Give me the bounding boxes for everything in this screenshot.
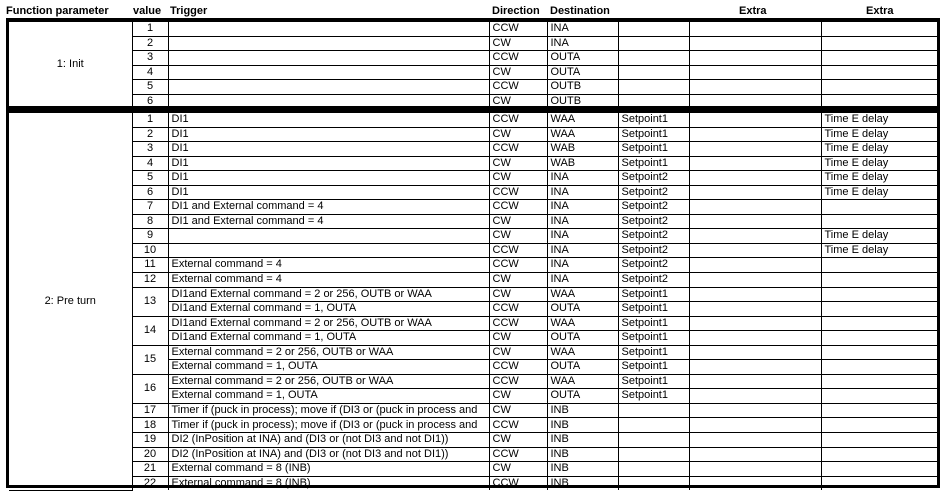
extra-cell	[821, 389, 938, 404]
setpoint-cell	[618, 22, 689, 37]
table-row	[9, 22, 938, 37]
value-cell: 21	[132, 462, 168, 477]
header-function-parameter: Function parameter	[6, 5, 109, 17]
table-row	[9, 316, 938, 331]
table-row	[9, 214, 938, 229]
value-cell: 20	[132, 447, 168, 462]
setpoint-cell	[618, 418, 689, 433]
extra-cell	[689, 142, 821, 157]
trigger-cell: DI2 (InPosition at INA) and (DI3 or (not DI3 and not DI1))	[168, 447, 489, 462]
table-row	[9, 345, 938, 360]
setpoint-cell: Setpoint1	[618, 302, 689, 317]
destination-cell: WAB	[547, 142, 618, 157]
setpoint-cell: Setpoint1	[618, 156, 689, 171]
extra-cell	[689, 287, 821, 302]
destination-cell: INB	[547, 403, 618, 418]
trigger-cell: DI1and External command = 2 or 256, OUTB or WAA	[168, 287, 489, 302]
value-cell: 18	[132, 418, 168, 433]
direction-cell: CCW	[489, 200, 547, 215]
value-cell: 11	[132, 258, 168, 273]
trigger-cell: DI1 and External command = 4	[168, 214, 489, 229]
direction-cell: CCW	[489, 142, 547, 157]
trigger-cell: External command = 4	[168, 273, 489, 288]
destination-cell: INA	[547, 258, 618, 273]
destination-cell: INA	[547, 36, 618, 51]
header-value: value	[133, 5, 162, 17]
trigger-cell: DI1	[168, 171, 489, 186]
destination-cell: INA	[547, 185, 618, 200]
destination-cell: INB	[547, 418, 618, 433]
trigger-cell: External command = 4	[168, 258, 489, 273]
setpoint-cell: Setpoint1	[618, 142, 689, 157]
extra-cell	[689, 156, 821, 171]
extra-cell	[689, 22, 821, 37]
value-cell: 2	[132, 127, 168, 142]
table-row	[9, 374, 938, 389]
setpoint-cell: Setpoint1	[618, 287, 689, 302]
direction-cell: CW	[489, 94, 547, 108]
extra-cell	[821, 403, 938, 418]
extra-cell	[689, 302, 821, 317]
extra-cell	[821, 433, 938, 448]
setpoint-cell	[618, 433, 689, 448]
value-cell: 5	[132, 171, 168, 186]
value-cell: 4	[132, 65, 168, 80]
function-parameter-label: 1: Init	[9, 22, 132, 109]
direction-cell: CW	[489, 171, 547, 186]
extra-cell	[821, 22, 938, 37]
extra-cell	[689, 94, 821, 108]
direction-cell: CW	[489, 214, 547, 229]
extra-cell	[689, 243, 821, 258]
trigger-cell: Timer if (puck in process); move if (DI3 or (puck in process and	[168, 403, 489, 418]
value-cell: 1	[132, 22, 168, 37]
setpoint-cell: Setpoint1	[618, 360, 689, 375]
destination-cell: WAA	[547, 113, 618, 128]
table-row	[9, 418, 938, 433]
setpoint-cell: Setpoint2	[618, 243, 689, 258]
table-row	[9, 80, 938, 95]
extra-cell	[689, 447, 821, 462]
table-row	[9, 287, 938, 302]
setpoint-cell: Setpoint1	[618, 127, 689, 142]
trigger-cell	[168, 94, 489, 108]
direction-cell: CW	[489, 403, 547, 418]
direction-cell: CCW	[489, 22, 547, 37]
table-row	[9, 51, 938, 66]
extra-cell	[821, 374, 938, 389]
direction-cell: CW	[489, 287, 547, 302]
extra-cell	[821, 418, 938, 433]
setpoint-cell	[618, 447, 689, 462]
extra-cell	[689, 389, 821, 404]
table-row	[9, 171, 938, 186]
direction-cell: CW	[489, 229, 547, 244]
header-direction: Direction	[492, 5, 540, 17]
destination-cell: INA	[547, 200, 618, 215]
value-cell: 10	[132, 243, 168, 258]
destination-cell: INA	[547, 22, 618, 37]
extra-cell	[689, 316, 821, 331]
setpoint-cell	[618, 94, 689, 108]
destination-cell: INA	[547, 243, 618, 258]
destination-cell: OUTB	[547, 80, 618, 95]
direction-cell: CCW	[489, 80, 547, 95]
extra-cell	[689, 360, 821, 375]
destination-cell: OUTA	[547, 389, 618, 404]
setpoint-cell	[618, 403, 689, 418]
table-row	[9, 258, 938, 273]
trigger-cell: External command = 1, OUTA	[168, 389, 489, 404]
direction-cell: CCW	[489, 374, 547, 389]
trigger-cell: DI2 (InPosition at INA) and (DI3 or (not DI3 and not DI1))	[168, 433, 489, 448]
header-trigger: Trigger	[170, 5, 208, 17]
setpoint-cell: Setpoint2	[618, 273, 689, 288]
extra-cell	[821, 80, 938, 95]
trigger-cell: DI1	[168, 185, 489, 200]
extra-cell	[689, 229, 821, 244]
value-cell: 9	[132, 229, 168, 244]
direction-cell: CW	[489, 389, 547, 404]
extra-cell	[689, 476, 821, 490]
destination-cell: INA	[547, 273, 618, 288]
value-cell: 16	[132, 374, 168, 403]
destination-cell: INB	[547, 433, 618, 448]
extra-cell	[821, 51, 938, 66]
extra-cell	[821, 462, 938, 477]
value-cell: 7	[132, 200, 168, 215]
extra-cell	[821, 331, 938, 346]
setpoint-cell	[618, 476, 689, 490]
table-row	[9, 243, 938, 258]
destination-cell: OUTA	[547, 302, 618, 317]
trigger-cell	[168, 51, 489, 66]
destination-cell: WAA	[547, 374, 618, 389]
extra-cell: Time E delay	[821, 243, 938, 258]
trigger-cell: DI1 and External command = 4	[168, 200, 489, 215]
extra-cell	[689, 214, 821, 229]
header-extra-1: Extra	[739, 5, 767, 17]
table-row	[9, 113, 938, 128]
direction-cell: CCW	[489, 113, 547, 128]
setpoint-cell: Setpoint1	[618, 331, 689, 346]
extra-cell	[689, 65, 821, 80]
destination-cell: INB	[547, 447, 618, 462]
trigger-cell	[168, 229, 489, 244]
table-row	[9, 142, 938, 157]
trigger-cell: DI1	[168, 156, 489, 171]
group-pre-turn	[6, 109, 940, 488]
setpoint-cell: Setpoint1	[618, 113, 689, 128]
destination-cell: INA	[547, 229, 618, 244]
extra-cell	[689, 171, 821, 186]
value-cell: 15	[132, 345, 168, 374]
value-cell: 19	[132, 433, 168, 448]
pre-turn-table	[9, 112, 938, 491]
direction-cell: CW	[489, 331, 547, 346]
trigger-cell: DI1	[168, 142, 489, 157]
value-cell: 12	[132, 273, 168, 288]
destination-cell: OUTA	[547, 51, 618, 66]
trigger-cell: DI1	[168, 127, 489, 142]
direction-cell: CCW	[489, 476, 547, 490]
direction-cell: CW	[489, 462, 547, 477]
extra-cell	[689, 200, 821, 215]
extra-cell	[689, 418, 821, 433]
extra-cell	[689, 80, 821, 95]
extra-cell	[689, 345, 821, 360]
destination-cell: INA	[547, 214, 618, 229]
setpoint-cell: Setpoint2	[618, 214, 689, 229]
value-cell: 22	[132, 476, 168, 490]
trigger-cell: DI1and External command = 1, OUTA	[168, 302, 489, 317]
value-cell: 1	[132, 113, 168, 128]
extra-cell: Time E delay	[821, 185, 938, 200]
extra-cell	[689, 51, 821, 66]
value-cell: 2	[132, 36, 168, 51]
table-row	[9, 94, 938, 108]
destination-cell: OUTA	[547, 331, 618, 346]
table-row	[9, 156, 938, 171]
extra-cell	[689, 462, 821, 477]
destination-cell: INB	[547, 462, 618, 477]
trigger-cell: External command = 2 or 256, OUTB or WAA	[168, 374, 489, 389]
extra-cell	[821, 65, 938, 80]
table-row	[9, 447, 938, 462]
extra-cell	[821, 273, 938, 288]
extra-cell	[689, 273, 821, 288]
table-row	[9, 462, 938, 477]
value-cell: 5	[132, 80, 168, 95]
destination-cell: WAA	[547, 316, 618, 331]
table-row	[9, 273, 938, 288]
direction-cell: CCW	[489, 316, 547, 331]
trigger-cell: External command = 2 or 256, OUTB or WAA	[168, 345, 489, 360]
header-extra-2: Extra	[866, 5, 894, 17]
value-cell: 3	[132, 51, 168, 66]
table-row	[9, 127, 938, 142]
trigger-cell: DI1and External command = 2 or 256, OUTB or WAA	[168, 316, 489, 331]
trigger-cell: External command = 8 (INB)	[168, 462, 489, 477]
destination-cell: OUTB	[547, 94, 618, 108]
extra-cell	[821, 36, 938, 51]
table-row	[9, 229, 938, 244]
extra-cell	[689, 331, 821, 346]
setpoint-cell: Setpoint2	[618, 185, 689, 200]
extra-cell	[821, 94, 938, 108]
direction-cell: CW	[489, 156, 547, 171]
table-row	[9, 403, 938, 418]
setpoint-cell: Setpoint1	[618, 345, 689, 360]
destination-cell: WAA	[547, 345, 618, 360]
extra-cell: Time E delay	[821, 127, 938, 142]
direction-cell: CCW	[489, 418, 547, 433]
table-row	[9, 433, 938, 448]
extra-cell	[821, 476, 938, 490]
extra-cell: Time E delay	[821, 142, 938, 157]
group-init	[6, 18, 940, 109]
table-row	[9, 36, 938, 51]
setpoint-cell: Setpoint2	[618, 229, 689, 244]
destination-cell: INB	[547, 476, 618, 490]
value-cell: 13	[132, 287, 168, 316]
direction-cell: CW	[489, 345, 547, 360]
direction-cell: CCW	[489, 51, 547, 66]
extra-cell: Time E delay	[821, 229, 938, 244]
direction-cell: CCW	[489, 243, 547, 258]
setpoint-cell	[618, 65, 689, 80]
extra-cell	[821, 200, 938, 215]
extra-cell: Time E delay	[821, 171, 938, 186]
table-row	[9, 65, 938, 80]
extra-cell	[821, 214, 938, 229]
direction-cell: CW	[489, 36, 547, 51]
direction-cell: CCW	[489, 302, 547, 317]
direction-cell: CCW	[489, 360, 547, 375]
extra-cell	[689, 403, 821, 418]
destination-cell: WAB	[547, 156, 618, 171]
trigger-cell	[168, 22, 489, 37]
value-cell: 8	[132, 214, 168, 229]
setpoint-cell: Setpoint2	[618, 200, 689, 215]
extra-cell	[689, 433, 821, 448]
trigger-cell	[168, 65, 489, 80]
destination-cell: OUTA	[547, 65, 618, 80]
extra-cell	[689, 258, 821, 273]
header-destination: Destination	[550, 5, 610, 17]
table-row	[9, 200, 938, 215]
extra-cell: Time E delay	[821, 156, 938, 171]
trigger-cell: DI1and External command = 1, OUTA	[168, 331, 489, 346]
value-cell: 4	[132, 156, 168, 171]
setpoint-cell: Setpoint2	[618, 171, 689, 186]
trigger-cell: External command = 1, OUTA	[168, 360, 489, 375]
setpoint-cell	[618, 80, 689, 95]
value-cell: 17	[132, 403, 168, 418]
extra-cell	[689, 113, 821, 128]
direction-cell: CCW	[489, 185, 547, 200]
table-row	[9, 185, 938, 200]
direction-cell: CCW	[489, 258, 547, 273]
extra-cell: Time E delay	[821, 113, 938, 128]
setpoint-cell: Setpoint2	[618, 258, 689, 273]
value-cell: 6	[132, 94, 168, 108]
extra-cell	[821, 447, 938, 462]
extra-cell	[821, 316, 938, 331]
table-row	[9, 476, 938, 490]
trigger-cell	[168, 80, 489, 95]
setpoint-cell	[618, 36, 689, 51]
destination-cell: INA	[547, 171, 618, 186]
trigger-cell: DI1	[168, 113, 489, 128]
setpoint-cell	[618, 51, 689, 66]
function-parameter-label: 2: Pre turn	[9, 113, 132, 491]
extra-cell	[821, 258, 938, 273]
direction-cell: CW	[489, 273, 547, 288]
value-cell: 14	[132, 316, 168, 345]
setpoint-cell: Setpoint1	[618, 389, 689, 404]
direction-cell: CCW	[489, 447, 547, 462]
setpoint-cell	[618, 462, 689, 477]
extra-cell	[689, 185, 821, 200]
setpoint-cell: Setpoint1	[618, 316, 689, 331]
destination-cell: WAA	[547, 127, 618, 142]
trigger-cell	[168, 36, 489, 51]
extra-cell	[821, 360, 938, 375]
init-table	[9, 21, 938, 109]
trigger-cell	[168, 243, 489, 258]
direction-cell: CW	[489, 127, 547, 142]
extra-cell	[821, 302, 938, 317]
trigger-cell: Timer if (puck in process); move if (DI3 or (puck in process and	[168, 418, 489, 433]
setpoint-cell: Setpoint1	[618, 374, 689, 389]
extra-cell	[689, 127, 821, 142]
trigger-cell: External command = 8 (INB)	[168, 476, 489, 490]
value-cell: 6	[132, 185, 168, 200]
destination-cell: WAA	[547, 287, 618, 302]
extra-cell	[821, 345, 938, 360]
extra-cell	[821, 287, 938, 302]
value-cell: 3	[132, 142, 168, 157]
direction-cell: CW	[489, 433, 547, 448]
extra-cell	[689, 374, 821, 389]
destination-cell: OUTA	[547, 360, 618, 375]
extra-cell	[689, 36, 821, 51]
direction-cell: CW	[489, 65, 547, 80]
